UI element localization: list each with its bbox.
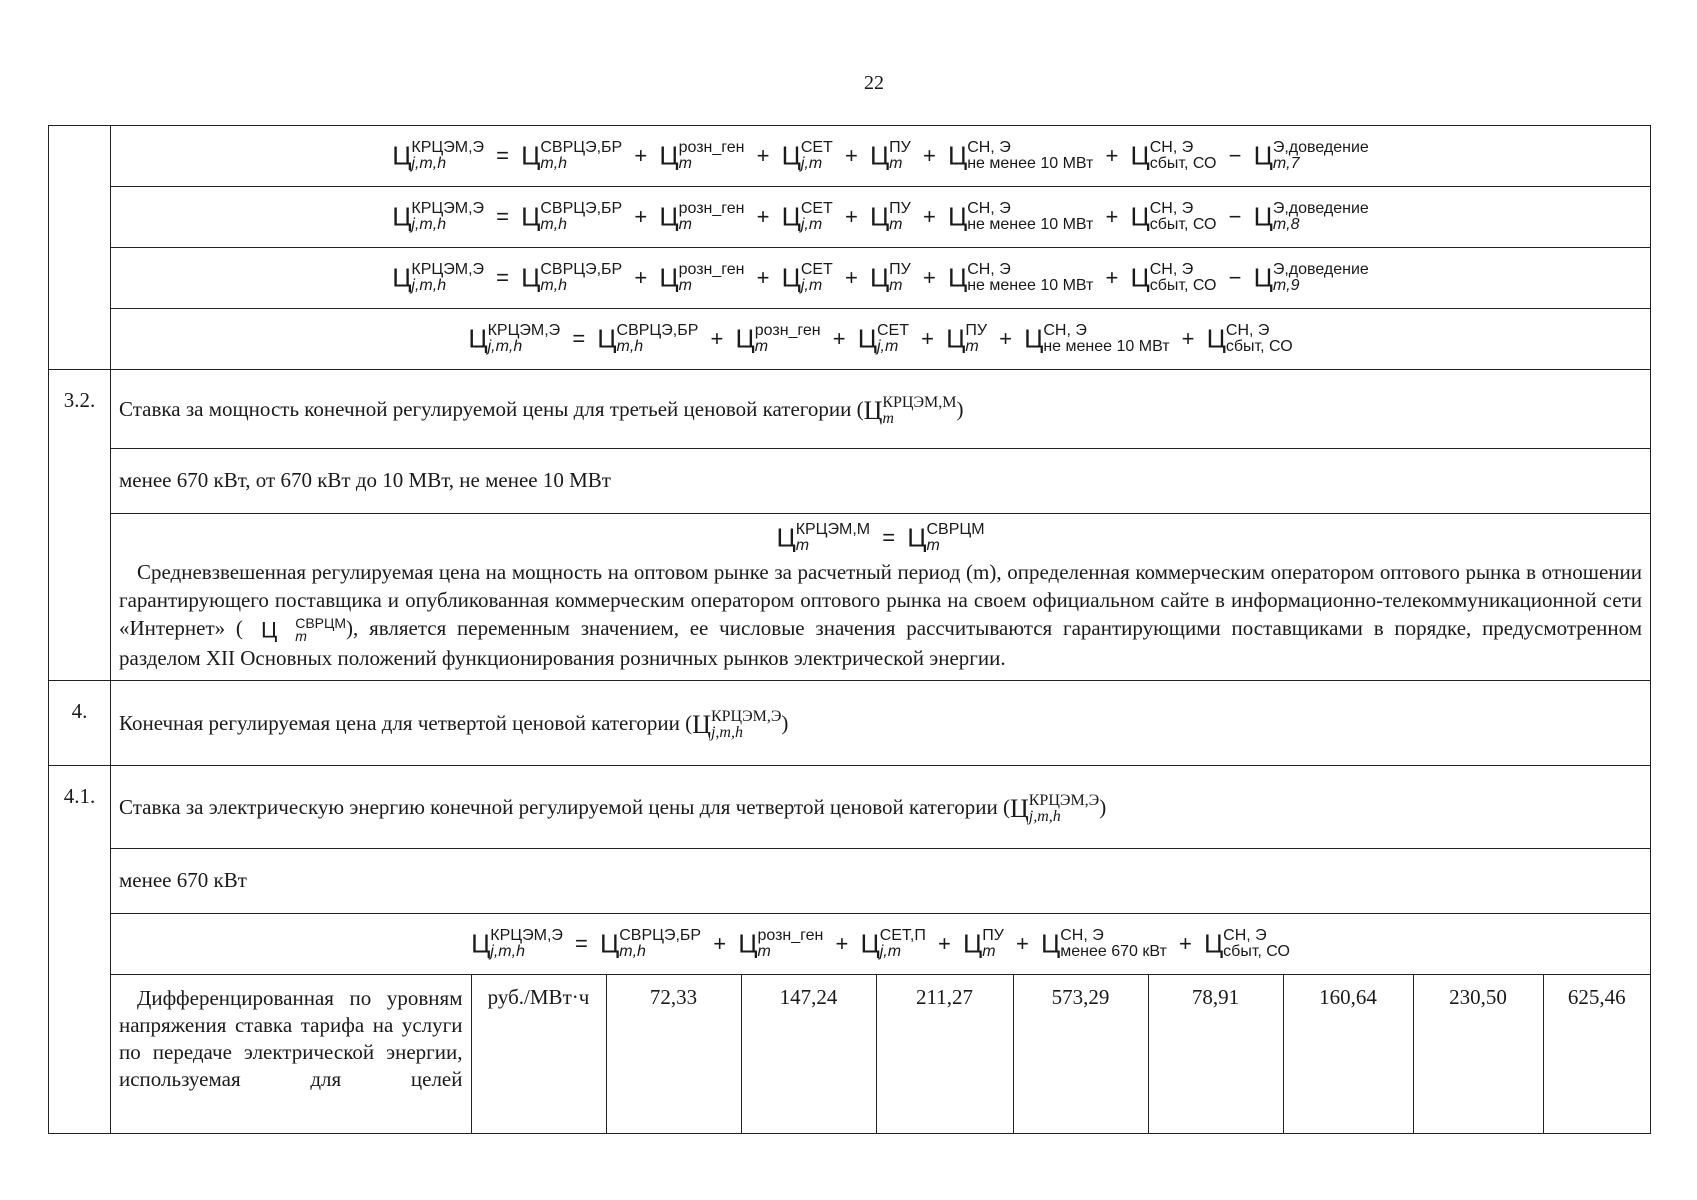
paragraph-cell [111, 514, 1651, 681]
formula-row [49, 126, 1651, 187]
section-title: Конечная регулируемая цена для четвертой ценовой категории (Ц КРЦЭМ,Э j,m,h ) [111, 681, 1651, 766]
capacity-formula: Ц КРЦЭМ,М m = Ц СВРЦМ m [776, 521, 985, 554]
voltage-range: менее 670 кВт, от 670 кВт до 10 МВт, не менее 10 МВт [111, 449, 1651, 514]
row-number-cell [49, 126, 111, 370]
tariff-value: 147,24 [741, 975, 876, 1133]
formula-row [49, 187, 1651, 248]
section-3-2-row [49, 370, 1651, 449]
tariff-table [48, 125, 1651, 1134]
formula-cell: Ц КРЦЭМ,Э j,m,h = Ц СВРЦЭ,БР m,h + Ц розн_ген m + Ц СЕТ,П j,m + Ц ПУ m + Ц СН, Э менее 670 кВт + Ц СН, Э сбыт, СО [111, 914, 1651, 975]
tariff-value: 211,27 [876, 975, 1013, 1133]
section-number: 4. [49, 681, 111, 766]
paragraph-row [49, 514, 1651, 681]
voltage-range: менее 670 кВт [111, 849, 1651, 914]
tariff-value: 78,91 [1148, 975, 1283, 1133]
section-title: Ставка за электрическую энергию конечной регулируемой цены для четвертой ценовой категории (Ц КРЦЭМ,Э j,m,h ) [111, 766, 1651, 849]
tariff-unit: руб./МВт·ч [471, 975, 606, 1133]
formula-cell: Ц КРЦЭМ,Э j,m,h = Ц СВРЦЭ,БР m,h + Ц розн_ген m + Ц СЕТ j,m + Ц ПУ m + Ц СН, Э не менее 10 МВт + Ц СН, Э сбыт, СО − Ц Э,доведение m,7 [111, 126, 1651, 187]
tariff-value: 72,33 [606, 975, 741, 1133]
formula-row [49, 914, 1651, 975]
tariff-data-row [49, 975, 1651, 1134]
tariff-value: 230,50 [1413, 975, 1543, 1133]
tariff-description: Дифференцированная по уровням напряжения ставка тарифа на услуги по передаче электрической энергии, используемая для целей [119, 986, 463, 1092]
section-title: Ставка за мощность конечной регулируемой цены для третьей ценовой категории (Ц КРЦЭМ,М m ) [111, 370, 1651, 449]
tariff-value: 573,29 [1013, 975, 1148, 1133]
formula-row [49, 309, 1651, 370]
tariff-value: 625,46 [1543, 975, 1650, 1133]
section-number: 3.2. [49, 370, 111, 681]
section-4-row [49, 681, 1651, 766]
formula-cell: Ц КРЦЭМ,Э j,m,h = Ц СВРЦЭ,БР m,h + Ц розн_ген m + Ц СЕТ j,m + Ц ПУ m + Ц СН, Э не менее 10 МВт + Ц СН, Э сбыт, СО − Ц Э,доведение m,9 [111, 248, 1651, 309]
symbol-krcem-e: Ц КРЦЭМ,Э j,m,h [392, 139, 485, 172]
explanation-text: Средневзвешенная регулируемая цена на мощность на оптовом рынке за расчетный период (m), определенная коммерческим оператором оптового рынка в отношении гарантирующего поставщика и опубликованная коммерческим оператором оптового рынка на своем официальном сайте в информационно-телекоммуникационной сети «Интернет» ( Ц СВРЦМ m ), является переменным значением, ее числовые значения рассчитываются гарантирующими поставщиками в порядке, предусмотренном разделом XII Основных положений функционирования розничных рынков электрической энергии. [119, 560, 1642, 671]
formula-cell: Ц КРЦЭМ,Э j,m,h = Ц СВРЦЭ,БР m,h + Ц розн_ген m + Ц СЕТ j,m + Ц ПУ m + Ц СН, Э не менее 10 МВт + Ц СН, Э сбыт, СО [111, 309, 1651, 370]
tariff-value: 160,64 [1283, 975, 1413, 1133]
formula-row [49, 248, 1651, 309]
page-number: 22 [864, 72, 884, 94]
section-number: 4.1. [49, 766, 111, 1134]
voltage-range-row [49, 849, 1651, 914]
tariff-values-table [111, 975, 1650, 1133]
formula-cell: Ц КРЦЭМ,Э j,m,h = Ц СВРЦЭ,БР m,h + Ц розн_ген m + Ц СЕТ j,m + Ц ПУ m + Ц СН, Э не менее 10 МВт + Ц СН, Э сбыт, СО − Ц Э,доведение m,8 [111, 187, 1651, 248]
section-4-1-row [49, 766, 1651, 849]
voltage-range-row [49, 449, 1651, 514]
